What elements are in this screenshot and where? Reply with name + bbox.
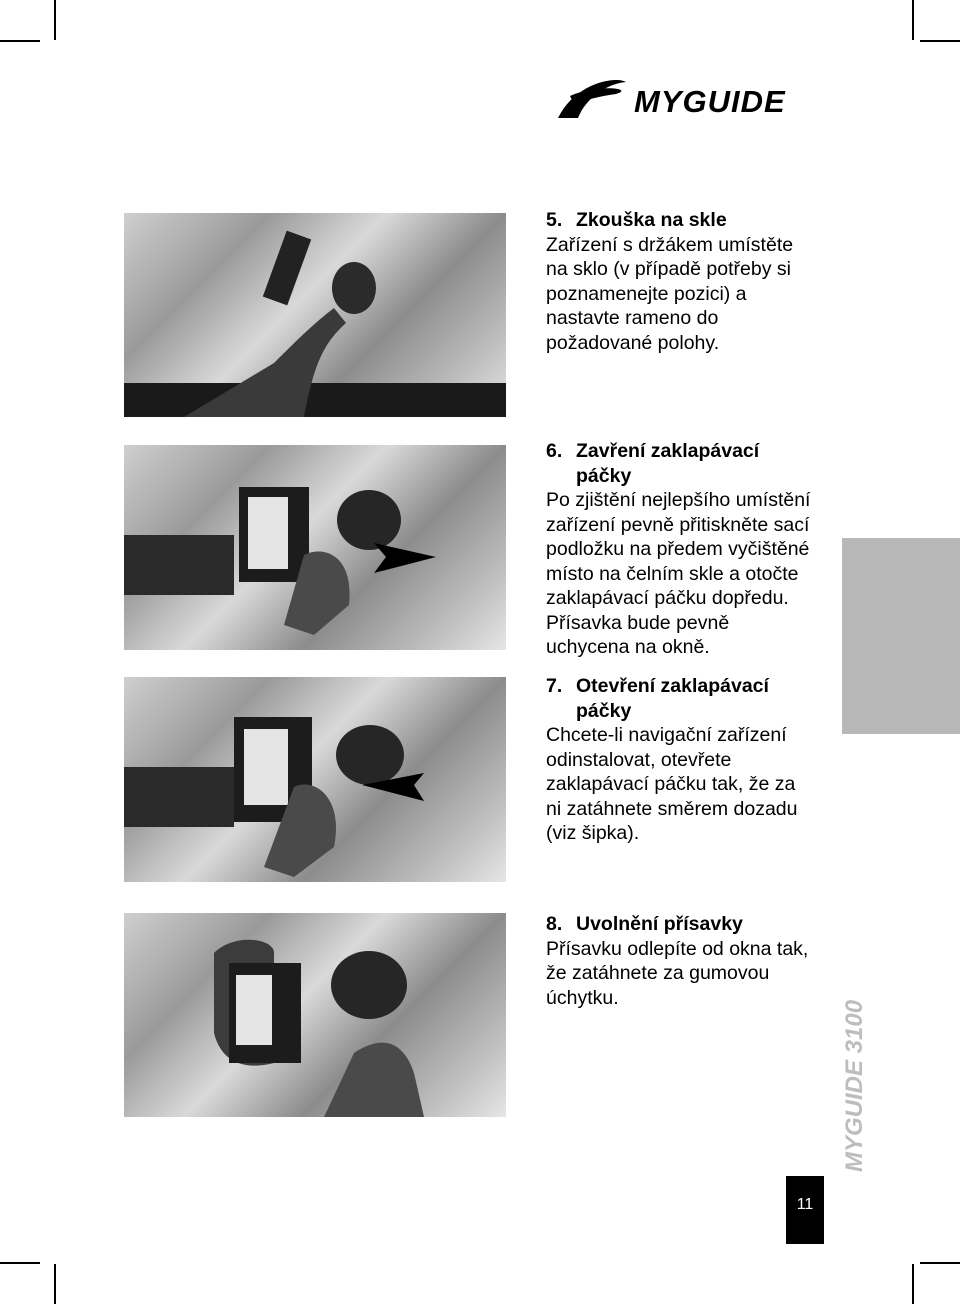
body-line: Přísavku odlepíte od okna tak, (546, 937, 809, 960)
body-line: ni zatáhnete směrem dozadu (546, 797, 798, 820)
page-number-box (786, 1176, 824, 1244)
section-title: Zavření zaklapávací (576, 440, 760, 462)
body-line: že zatáhnete za gumovou (546, 962, 770, 984)
photo-release-suction (124, 913, 506, 1117)
section-number: 8. (546, 913, 563, 935)
body-line: Přísavka bude pevně (546, 611, 730, 634)
body-line: úchytku. (546, 986, 619, 1009)
section-5 (546, 208, 836, 355)
section-heading (546, 674, 836, 723)
body-line: Chcete-li navigační zařízení (546, 724, 787, 746)
body-line: Po zjištění nejlepšího umístění (546, 489, 811, 511)
section-number: 6. (546, 440, 563, 462)
crop-mark (920, 40, 960, 42)
section-title: Otevření zaklapávací (576, 675, 769, 697)
crop-mark (920, 1262, 960, 1264)
section-title-cont: páčky (576, 699, 632, 722)
section-heading (546, 208, 836, 233)
section-heading (546, 912, 836, 937)
section-number: 5. (546, 209, 563, 231)
brand-logo (556, 74, 826, 124)
section-heading (546, 439, 836, 488)
body-line: Zařízení s držákem umístěte (546, 233, 794, 256)
body-line: zařízení pevně přitiskněte sací (546, 513, 810, 536)
svg-text:MYGUIDE 3100: MYGUIDE 3100 (841, 999, 868, 1172)
photo-close-lever (124, 445, 506, 650)
section-6 (546, 439, 836, 660)
chapter-tab (842, 538, 960, 734)
section-title: Uvolnění přísavky (576, 913, 743, 935)
crop-mark (912, 1264, 914, 1304)
section-title: Zkouška na skle (576, 209, 727, 231)
body-line: poznamenejte pozici) a (546, 282, 747, 305)
body-line: místo na čelním skle a otočte (546, 562, 799, 585)
page-number: 11 (796, 1196, 814, 1213)
crop-mark (0, 40, 40, 42)
section-number: 7. (546, 675, 563, 697)
photo-test-on-glass (124, 213, 506, 417)
crop-mark (54, 1264, 56, 1304)
body-line: nastavte rameno do (546, 307, 719, 329)
body-line: na sklo (v případě potřeby si (546, 258, 791, 280)
body-line: zaklapávací páčku tak, že za (546, 773, 796, 795)
body-line: podložku na předem vyčištěné (546, 538, 810, 560)
side-brand-logo (838, 940, 868, 1180)
body-line: odinstalovat, otevřete (546, 748, 732, 771)
body-line: uchycena na okně. (546, 636, 710, 658)
photo-open-lever (124, 677, 506, 882)
crop-mark (0, 1262, 40, 1264)
crop-mark (912, 0, 914, 40)
svg-text:MYGUIDE: MYGUIDE (634, 84, 786, 119)
section-8 (546, 912, 836, 1010)
section-title-cont: páčky (576, 464, 632, 487)
section-7 (546, 674, 836, 846)
body-line: (viz šipka). (546, 822, 640, 844)
body-line: požadované polohy. (546, 331, 720, 354)
crop-mark (54, 0, 56, 40)
body-line: zaklapávací páčku dopředu. (546, 587, 789, 609)
